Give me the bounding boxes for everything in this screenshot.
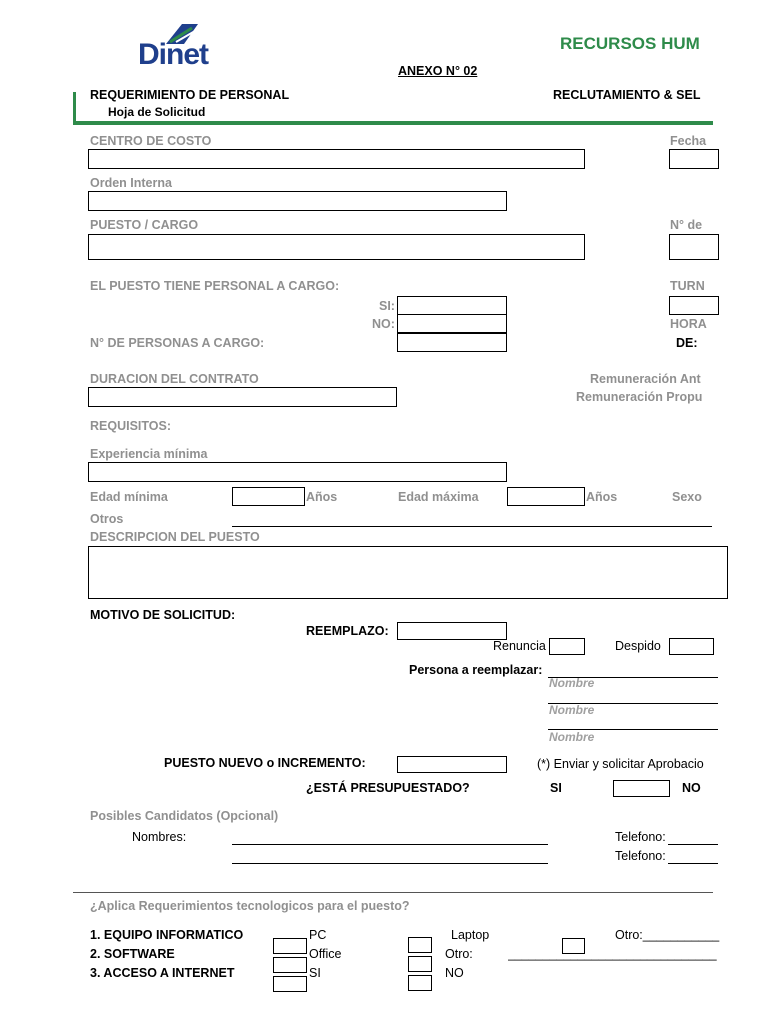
- personal-a-cargo-label: EL PUESTO TIENE PERSONAL A CARGO:: [90, 279, 340, 293]
- telefono-line-1[interactable]: [668, 844, 718, 845]
- orden-interna-label: Orden Interna: [90, 176, 172, 190]
- rem-anterior-label: Remuneración Ant: [590, 372, 701, 386]
- reemplazo-field[interactable]: [397, 622, 507, 640]
- duracion-label: DURACION DEL CONTRATO: [90, 372, 259, 386]
- edad-max-label: Edad máxima: [398, 490, 479, 504]
- internet-no-checkbox[interactable]: [408, 975, 432, 991]
- fecha-field[interactable]: [669, 149, 719, 169]
- nombres-label: Nombres:: [132, 830, 187, 844]
- renuncia-label: Renuncia: [493, 639, 546, 653]
- sexo-label: Sexo: [672, 490, 702, 504]
- no-field[interactable]: [397, 314, 507, 333]
- nombres-line-2[interactable]: [232, 863, 548, 864]
- candidatos-title: Posibles Candidatos (Opcional): [90, 809, 279, 823]
- telefono-line-2[interactable]: [668, 863, 718, 864]
- tec-row-label-2: 2. SOFTWARE: [90, 947, 175, 961]
- persona-reemplazar-label: Persona a reemplazar:: [409, 663, 543, 677]
- turno-label: TURN: [670, 279, 705, 293]
- presupuestado-label: ¿ESTÁ PRESUPUESTADO?: [306, 781, 470, 795]
- dept-title: RECURSOS HUM: [560, 34, 700, 53]
- laptop-checkbox[interactable]: [408, 937, 432, 953]
- anos-label-1: Años: [306, 490, 338, 504]
- hora-label: HORA: [670, 317, 707, 331]
- puesto-nuevo-field[interactable]: [397, 756, 507, 773]
- n-de-label: N° de: [670, 218, 703, 232]
- req-title: REQUERIMIENTO DE PERSONAL: [90, 88, 290, 102]
- no-label: NO:: [372, 317, 395, 331]
- anos-label-2: Años: [586, 490, 618, 504]
- presupuestado-si-checkbox[interactable]: [613, 780, 670, 797]
- centro-costo-label: CENTRO DE COSTO: [90, 134, 212, 148]
- requisitos-label: REQUISITOS:: [90, 419, 172, 433]
- internet-si-checkbox[interactable]: [273, 976, 307, 992]
- puesto-cargo-label: PUESTO / CARGO: [90, 218, 199, 232]
- edad-min-label: Edad mínima: [90, 490, 168, 504]
- n-de-field[interactable]: [669, 234, 719, 260]
- office-checkbox[interactable]: [273, 957, 307, 973]
- telefono-label-2: Telefono:: [615, 849, 666, 863]
- si-label: SI:: [379, 299, 395, 313]
- descripcion-label: DESCRIPCION DEL PUESTO: [90, 530, 260, 544]
- edad-min-field[interactable]: [232, 487, 305, 506]
- recruit-title: RECLUTAMIENTO & SEL: [553, 88, 701, 102]
- orden-interna-field[interactable]: [88, 191, 507, 211]
- pc-checkbox[interactable]: [273, 938, 307, 954]
- edad-max-field[interactable]: [507, 487, 585, 506]
- experiencia-field[interactable]: [88, 462, 507, 482]
- centro-costo-field[interactable]: [88, 149, 585, 169]
- laptop-label: Laptop: [451, 928, 490, 942]
- nombre-placeholder-2: Nombre: [549, 703, 595, 717]
- office-label: Office: [309, 947, 342, 961]
- rem-propuesta-label: Remuneración Propu: [576, 390, 703, 404]
- req-subtitle: Hoja de Solicitud: [108, 105, 206, 119]
- fecha-label: Fecha: [670, 134, 707, 148]
- despido-label: Despido: [615, 639, 661, 653]
- tecnologia-question: ¿Aplica Requerimientos tecnologicos para el puesto?: [90, 899, 410, 913]
- presupuestado-no-label: NO: [682, 781, 701, 795]
- section-divider: [73, 892, 713, 893]
- telefono-label-1: Telefono:: [615, 830, 666, 844]
- reemplazo-label: REEMPLAZO:: [306, 624, 389, 638]
- renuncia-checkbox[interactable]: [549, 638, 585, 655]
- logo-text: Dinet: [138, 38, 208, 71]
- otro-software-label: Otro:: [445, 947, 473, 961]
- otro-equipo-label: Otro:___________: [615, 928, 720, 942]
- pc-label: PC: [309, 928, 327, 942]
- duracion-field[interactable]: [88, 387, 397, 407]
- tec-row-label-1: 1. EQUIPO INFORMATICO: [90, 928, 244, 942]
- header-divider: [73, 121, 713, 125]
- despido-checkbox[interactable]: [669, 638, 714, 655]
- otro-software-line[interactable]: ______________________________: [508, 947, 717, 961]
- motivo-title: MOTIVO DE SOLICITUD:: [90, 608, 236, 622]
- tec-row-label-3: 3. ACCESO A INTERNET: [90, 966, 235, 980]
- annex-title: ANEXO N° 02: [398, 64, 478, 78]
- de-label: DE:: [676, 336, 698, 350]
- experiencia-label: Experiencia mínima: [90, 447, 208, 461]
- internet-si-label: SI: [309, 966, 321, 980]
- n-personas-field[interactable]: [397, 333, 507, 352]
- n-personas-label: N° DE PERSONAS A CARGO:: [90, 336, 265, 350]
- nombre-placeholder-3: Nombre: [549, 730, 595, 744]
- puesto-cargo-field[interactable]: [88, 234, 585, 260]
- descripcion-field[interactable]: [88, 546, 728, 599]
- si-field[interactable]: [397, 296, 507, 315]
- otros-line[interactable]: [232, 526, 712, 527]
- otros-label: Otros: [90, 512, 124, 526]
- accent-bar: [73, 92, 76, 124]
- enviar-note: (*) Enviar y solicitar Aprobacio: [537, 757, 704, 771]
- internet-no-label: NO: [445, 966, 464, 980]
- puesto-nuevo-label: PUESTO NUEVO o INCREMENTO:: [164, 756, 366, 770]
- nombre-placeholder-1: Nombre: [549, 676, 595, 690]
- turno-field[interactable]: [669, 296, 719, 315]
- otro-software-checkbox[interactable]: [408, 956, 432, 972]
- logo: [138, 22, 230, 72]
- nombres-line-1[interactable]: [232, 844, 548, 845]
- presupuestado-si-label: SI: [550, 781, 562, 795]
